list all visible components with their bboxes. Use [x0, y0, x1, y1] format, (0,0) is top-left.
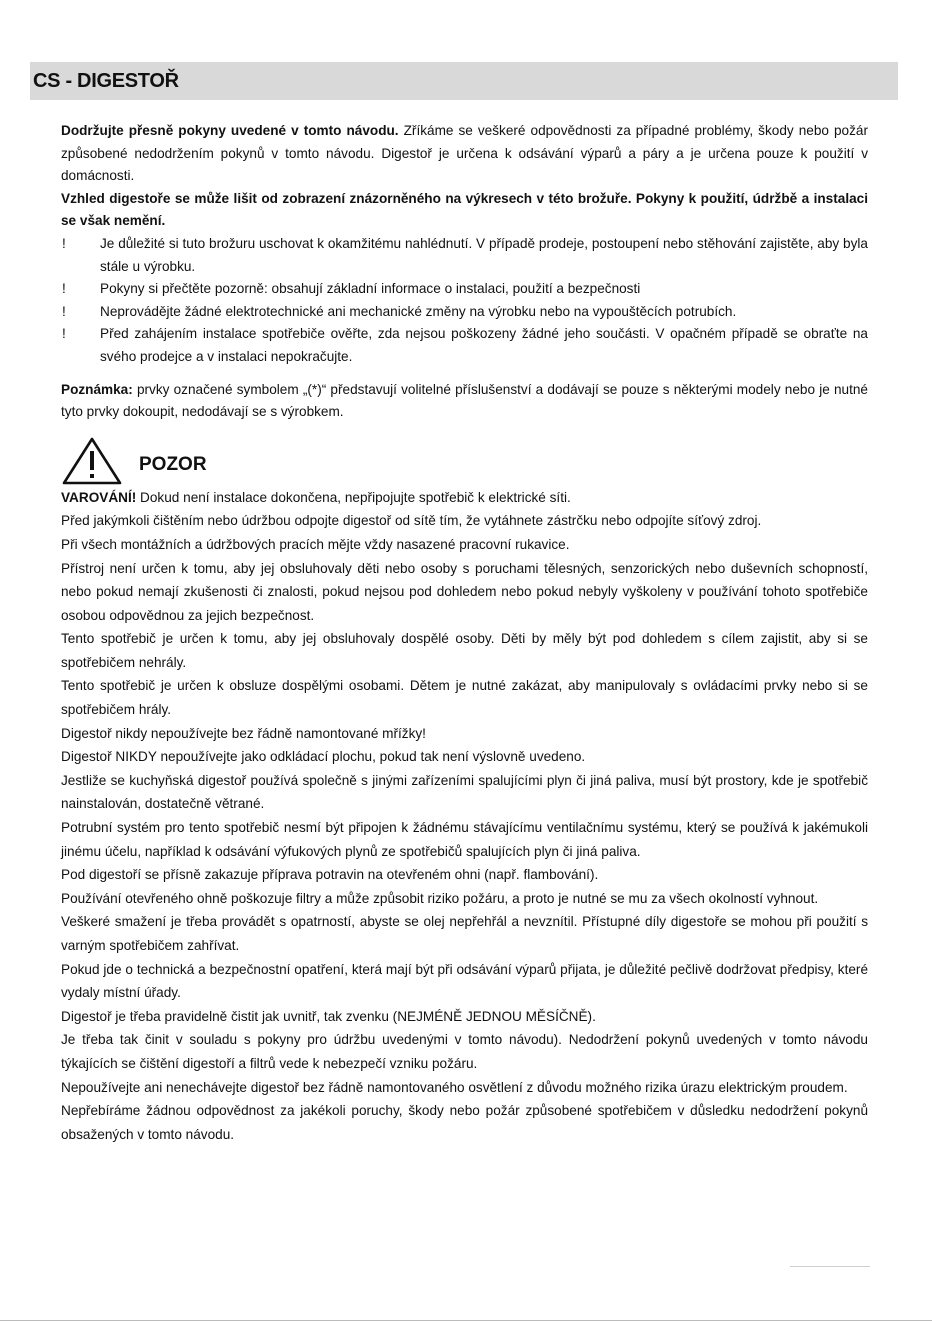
list-item-text: Pokyny si přečtěte pozorně: obsahují základní informace o instalaci, použití a bezpečnosti: [100, 281, 641, 297]
warning-paragraph: Digestoř nikdy nepoužívejte bez řádně namontované mřížky!: [61, 725, 426, 741]
warning-paragraph: Jestliže se kuchyňská digestoř používá společně s jinými zařízeními spalujícími plyn či jiná paliva, musí být prostory, kde je spotřebič nainstalován, dostatečně větrané.: [61, 772, 868, 812]
warning-paragraph: Při všech montážních a údržbových pracích mějte vždy nasazené pracovní rukavice.: [61, 536, 570, 552]
exclamation-bullet: !: [62, 281, 66, 297]
warning-paragraph: Pod digestoří se přísně zakazuje příprava potravin na otevřeném ohni (např. flambování).: [61, 867, 599, 883]
warning-paragraph: Pokud jde o technická a bezpečnostní opatření, která mají být při odsávání výparů přijata, je důležité pečlivě dodržovat předpisy, které vydaly místní úřady.: [61, 961, 868, 1001]
warning-paragraph: Veškeré smažení je třeba provádět s opatrností, abyste se olej nepřehřál a nevznítil. Přístupné díly digestoře se mohou při použití s varným spotřebičem zahřívat.: [61, 914, 868, 953]
list-item: [61, 233, 868, 278]
warning-paragraph: Je třeba tak činit v souladu s pokyny pro údržbu uvedenými v tomto návodu). Nedodržení pokynů uvedených v tomto návodu týkajících se čištění digestoří a filtrů vede k nebezpečí vzniku požáru.: [61, 1032, 868, 1071]
list-item-text: Neprovádějte žádné elektrotechnické ani mechanické změny na výrobku nebo na vypouštěcích potrubích.: [100, 303, 737, 319]
list-item: [61, 323, 868, 368]
list-item: [61, 301, 868, 324]
note-text: prvky označené symbolem „(*)“ představují volitelné příslušenství a dodávají se pouze s některými modely nebo je nutné tyto prvky dokoupit, nedodávají se s výrobkem.: [61, 381, 868, 420]
note-paragraph: [61, 379, 868, 424]
warning-paragraph: Přístroj není určen k tomu, aby jej obsluhovaly děti nebo osoby s poruchami tělesných, senzorických nebo duševních schopností, nebo pokud nemají zkušenosti či znalosti, pokud nejsou pod dohledem nebo pokud nebyly vyškoleny v používání tohoto spotřebiče osobou odpovědnou za jejich bezpečnost.: [61, 560, 868, 623]
footer-rule: [790, 1266, 870, 1267]
exclamation-bullet: !: [62, 326, 66, 342]
warning-paragraph: Používání otevřeného ohně poškozuje filtry a může způsobit riziko požáru, a proto je nutné se mu za všech okolností vyhnout.: [61, 890, 819, 906]
list-item: [61, 278, 868, 301]
exclamation-bullet: !: [62, 303, 66, 319]
warning-paragraph: Nepřebíráme žádnou odpovědnost za jakékoli poruchy, škody nebo požár způsobené spotřebičem v důsledku nedodržení pokynů obsažených v tomto návodu.: [61, 1103, 868, 1142]
list-item-text: Je důležité si tuto brožuru uschovat k okamžitému nahlédnutí. V případě prodeje, postoupení nebo stěhování zajistěte, aby byla stále u výrobku.: [100, 235, 868, 274]
warning-title: POZOR: [139, 453, 207, 475]
warning-paragraph: Digestoř NIKDY nepoužívejte jako odkládací plochu, pokud tak není výslovně uvedeno.: [61, 749, 586, 765]
exclamation-bullet: !: [62, 235, 66, 251]
intro-bold-text: Dodržujte přesně pokyny uvedené v tomto návodu.: [61, 123, 399, 138]
warning-heading: [61, 436, 868, 486]
warning-paragraph: Před jakýmkoli čištěním nebo údržbou odpojte digestoř od sítě tím, že vytáhnete zástrčku nebo odpojíte síťový zdroj.: [61, 513, 762, 529]
warning-triangle-icon: [61, 436, 123, 486]
warning-label: VAROVÁNÍ!: [61, 489, 137, 505]
warning-paragraph: [61, 486, 868, 510]
warning-text: Dokud není instalace dokončena, nepřipojujte spotřebič k elektrické síti.: [136, 489, 571, 505]
list-item-text: Před zahájením instalace spotřebiče ověřte, zda nejsou poškozeny žádné jeho součásti. V opačném případě se obraťte na svého prodejce a v instalaci nepokračujte.: [100, 326, 868, 364]
appearance-notice: Vzhled digestoře se může lišit od zobrazení znázorněného na výkresech v této brožuře. Pokyny k použití, údržbě a instalaci se však nemění.: [61, 190, 868, 229]
warning-paragraph: Tento spotřebič je určen k tomu, aby jej obsluhovaly dospělé osoby. Děti by měly být pod dohledem s cílem zajistit, aby si se spotřebičem nehrály.: [61, 631, 868, 670]
page-title: CS - DIGESTOŘ: [33, 70, 179, 92]
warning-body: [61, 486, 868, 1147]
warning-paragraph: Nepoužívejte ani nenechávejte digestoř bez řádně namontovaného osvětlení z důvodu možného rizika úrazu elektrickým proudem.: [61, 1079, 848, 1095]
note-label: Poznámka:: [61, 381, 133, 397]
warning-paragraph: Tento spotřebič je určen k obsluze dospělými osobami. Dětem je nutné zakázat, aby manipulovaly s ovládacími prvky nebo si se spotřebičem hrály.: [61, 678, 868, 718]
page-bottom-edge: [0, 1320, 932, 1321]
intro-text: Zříkáme se veškeré odpovědnosti za případné problémy, škody nebo požár způsobené nedodržením pokynů v tomto návodu. Digestoř je určena k odsávání výparů a páry a je určena pouze k použití v domácnosti.: [61, 123, 868, 184]
warning-paragraph: Digestoř je třeba pravidelně čistit jak uvnitř, tak zvenku (NEJMÉNĚ JEDNOU MĚSÍČNĚ).: [61, 1008, 596, 1024]
intro-paragraph: [61, 120, 868, 188]
document-body: [61, 120, 868, 1146]
warning-paragraph: Potrubní systém pro tento spotřebič nesmí být připojen k žádnému stávajícímu ventilačnímu systému, který se používá k jakémukoli jinému účelu, například k odsávání výfukových plynů ze spotřebičů spalujících plyn či jiná paliva.: [61, 820, 868, 859]
